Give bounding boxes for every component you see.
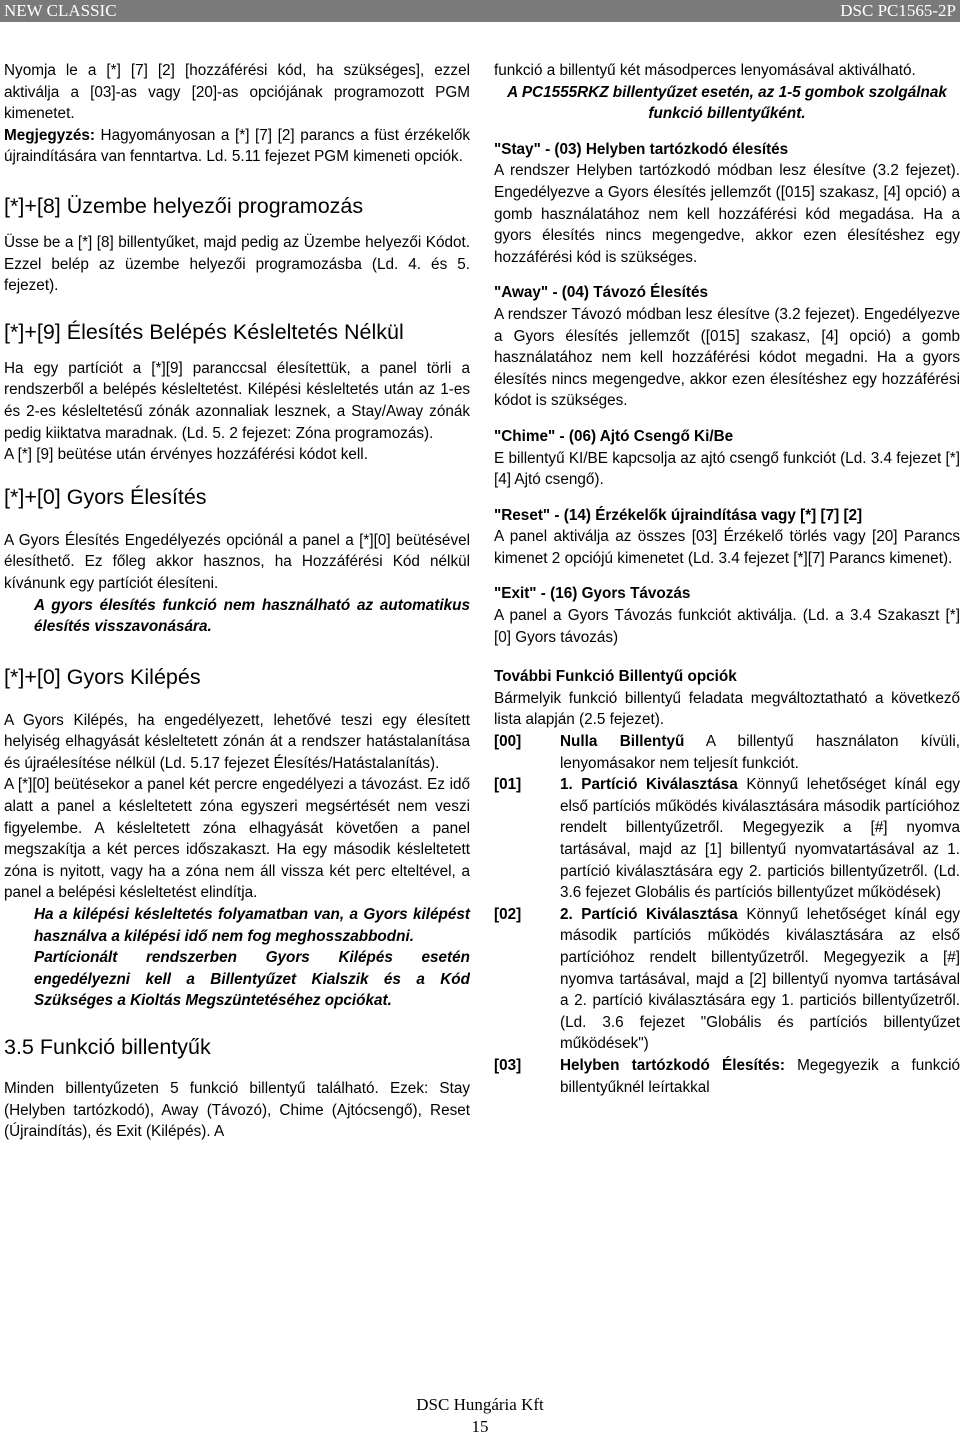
heading-arm-no-entry-delay: [*]+[9] Élesítés Belépés Késleltetés Nélkül [4,319,404,344]
left-column [4,60,470,1143]
quick-exit-paragraph-1: A Gyors Kilépés, ha engedélyezett, lehetővé teszi egy élesített helyiség elhagyását késleltetett zónán át a rendszer hatástalanítása és újraélesítése nélkül (Ld. 5.17 fejezet Élesítés/Hatástalanítás). [4,711,470,772]
option-00-text: A billentyű használaton kívüli, lenyomásakor nem teljesít funkciót. [560,733,960,772]
heading-chime: "Chime" - (06) Ajtó Csengő Ki/Be [494,427,734,445]
heading-function-keys: 3.5 Funkció billentyűk [4,1035,211,1059]
option-02-key: [02] [494,905,522,923]
option-02-text: Könnyű lehetőséget kínál egy második partíciós működés kiválasztására az első partícióhoz rendelt billentyűzetről. Megegyezik a [#] nyomva tartásával, majd a [2] billentyű nyomva tartásával a 2. partíció kiválasztására egy 1. particiós billentyűzetről. (Ld. 3.6 fejezet "Globális és partíciós billentyűzet működések") [560,905,960,1053]
right-column [494,60,960,1098]
heading-quick-exit: [*]+[0] Gyors Kilépés [4,664,201,689]
footer-company: DSC Hungária Kft [416,1395,544,1414]
option-03-text: Megegyezik a funkció billentyűknél leírtakkal [560,1056,960,1096]
heading-stay-arm: "Stay" - (03) Helyben tartózkodó élesítés [494,140,789,158]
note-paragraph [4,125,470,168]
option-03-title: Helyben tartózkodó Élesítés: [560,1056,785,1074]
note-label: Megjegyzés: [4,126,95,144]
stay-arm-paragraph: A rendszer Helyben tartózkodó módban lesz élesítve (3.2 fejezet). Engedélyezve a Gyors élesítés jellemzőt ([015] szakasz, [4] opció) a gomb használatához nem kell hozzáférési kód megadása. Ha a gyors élesítés nincs megengedve, akkor ezen élesítéshez egy hozzáférési kód is szükséges. [494,162,960,266]
option-03 [494,1055,960,1098]
more-options-paragraph: Bármelyik funkció billentyű feladata megváltoztatható a következő lista alapján (2.5 fejezet). [494,689,960,729]
intro-paragraph: Nyomja le a [*] [7] [2] [hozzáférési kód, ha szükséges], ezzel aktiválja a [03]-as vagy [20]-as opciójának programozott PGM kimenetet. [4,62,470,123]
quick-exit-paragraph-2: A [*][0] beütésekor a panel két percre engedélyezi a távozást. Ez idő alatt a panel a késleltetett zóna egyszeri megsértését nem veszi figyelembe. A késleltetett zóna elhagyását követően a panel megszakítja a két perces időszakaszt. Ha egy második késleltetett zóna is nyitott, vagy ha a zóna nem áll vissza két perc elteltével, a panel a belépési késleltetést elindítja. [4,776,470,902]
no-entry-delay-paragraph-2: A [*] [9] beütése után érvényes hozzáférési kódot kell. [4,446,368,464]
quick-arm-paragraph: A Gyors Élesítés Engedélyezés opciónál a panel a [*][0] beütésével élesíthető. Ez főleg akkor hasznos, ha Hozzáférési Kód nélkül kívánunk egy partíciót élesíteni. [4,531,470,592]
option-02 [494,904,960,1055]
option-01-text: Könnyű lehetőséget kínál egy első partíciós működés kiválasztására második partícióhoz rendelt billentyűzetről. Megegyezik a [#] nyomva tartásával, majd az [1] billentyű nyomvatartásával az 1. partíció kiválasztására egy 2. particiós billentyűzetről. (Ld. 3.6 fejezet Globális és partíciós billentyűzet működések) [560,776,960,902]
reset-paragraph: A panel aktiválja az összes [03] Érzékelő törlés vagy [20] Parancs kimenet 2 opciójú kimenetet (Ld. 3.4 fejezet [*][7] Parancs kimenet). [494,528,960,567]
note-text: Hagyományosan a [*] [7] [2] parancs a füst érzékelők újraindítására van fenntartva. Ld. 5.11 fejezet PGM kimeneti opciók. [4,126,470,166]
installer-paragraph: Üsse be a [*] [8] billentyűket, majd pedig az Üzembe helyezői Kódot. Ezzel belép az üzembe helyezői programozásba (Ld. 4. és 5. fejezet). [4,233,470,295]
heading-exit: "Exit" - (16) Gyors Távozás [494,585,691,603]
chime-paragraph: E billentyű KI/BE kapcsolja az ajtó csengő funkciót (Ld. 3.4 fejezet [*] [4] Ajtó csengő). [494,449,960,489]
option-00-key: [00] [494,733,522,751]
quick-arm-note: A gyors élesítés funkció nem használható az automatikus élesítés visszavonására. [34,596,470,636]
heading-more-function-key-options: További Funkció Billentyű opciók [494,668,737,686]
rkz-keypad-note: A PC1555RKZ billentyűzet esetén, az 1-5 gombok szolgálnak funkció billentyűként. [507,83,947,123]
option-03-key: [03] [494,1056,522,1074]
option-01 [494,774,960,904]
function-keys-continued: funkció a billentyű két másodperces lenyomásával aktiválható. [494,62,916,79]
option-01-title: 1. Partíció Kiválasztása [560,776,738,794]
heading-reset: "Reset" - (14) Érzékelők újraindítása vagy [*] [7] [2] [494,506,863,524]
option-01-key: [01] [494,776,522,794]
exit-paragraph: A panel a Gyors Távozás funkciót aktiválja. (Ld. a 3.4 Szakaszt [*] [0] Gyors távozás) [494,607,960,646]
away-arm-paragraph: A rendszer Távozó módban lesz élesítve (3.2 fejezet). Engedélyezve a Gyors élesítés jellemzőt ([015] szakasz, [4] opció) a gomb használatához nem kell hozzáférési kódot megadni. Ha a gyors élesítés nincs megengedve, akkor ezen élesítéshez egy hozzáférési kódot is szükséges. [494,305,960,410]
heading-quick-arm: [*]+[0] Gyors Élesítés [4,484,207,509]
heading-away-arm: "Away" - (04) Távozó Élesítés [494,284,709,302]
function-keys-paragraph: Minden billentyűzeten 5 funkció billentyű található. Ezek: Stay (Helyben tartózkodó), Away (Távozó), Chime (Ajtócsengő), Reset (Újraindítás), és Exit (Kilépés). A [4,1080,470,1141]
option-00 [494,731,960,774]
heading-installer-programming: [*]+[8] Üzembe helyezői programozás [4,193,364,218]
option-02-title: 2. Partíció Kiválasztása [560,905,738,923]
quick-exit-note-2: Partícionált rendszerben Gyors Kilépés esetén engedélyezni kell a Billentyűzet Kialszik és a Kód Szükséges a Kioltás Megszüntetéséhez opciókat. [34,949,470,1010]
footer-page-number: 15 [471,1417,489,1436]
header-model: DSC PC1565-2P [840,1,956,20]
quick-exit-note-1: Ha a kilépési késleltetés folyamatban van, a Gyors kilépést használva a kilépési idő nem fog meghosszabbodni. [34,906,470,945]
page-header [0,0,960,22]
no-entry-delay-paragraph: Ha egy partíciót a [*][9] paranccsal élesítettük, a panel törli a rendszerből a belépés késleltetést. Kilépési késleltetés után az 1-es és 2-es késleltetésű zónák azonnaliak lesznek, a Stay/Away zónák pedig kiiktatva maradnak. (Ld. 5. 2 fejezet: Zóna programozás). [4,359,470,442]
option-00-title: Nulla Billentyű [560,733,685,751]
header-product-line: NEW CLASSIC [4,1,117,20]
